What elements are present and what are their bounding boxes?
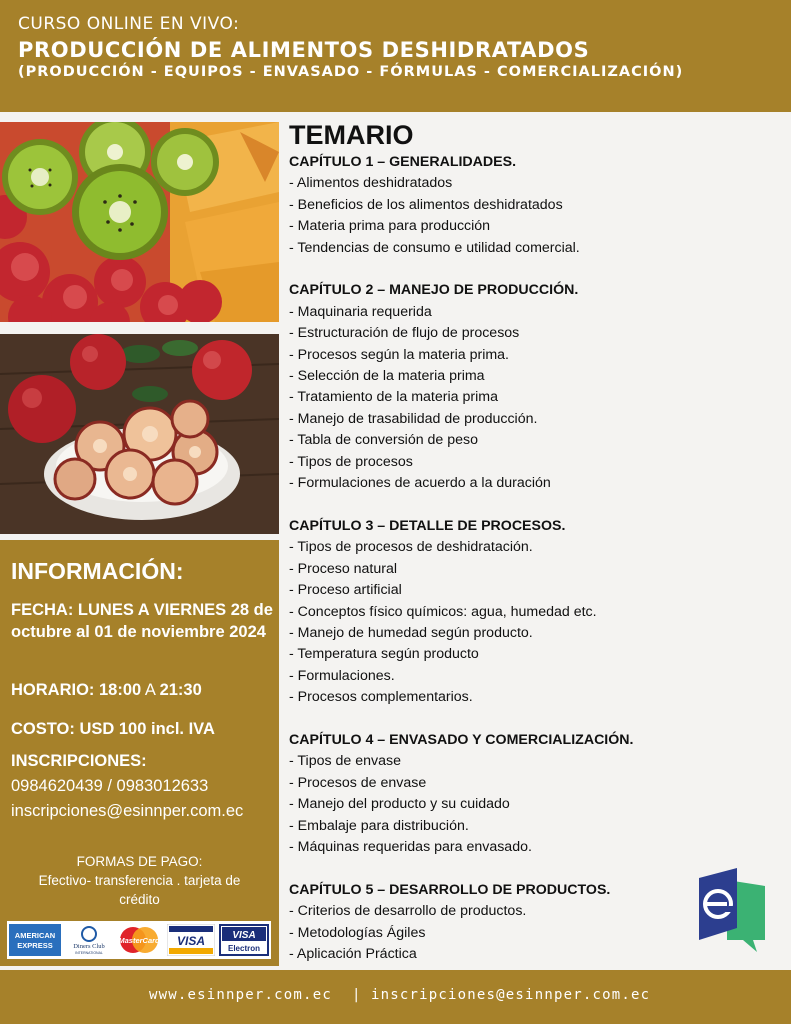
chapter-topic: - Beneficios de los alimentos deshidratados <box>289 196 563 213</box>
visa-electron-logo <box>219 924 269 956</box>
chapter-topic: - Tipos de envase <box>289 753 401 770</box>
chapter-topic: - Procesos según la materia prima. <box>289 346 509 363</box>
course-subtitle: (PRODUCCIÓN - EQUIPOS - ENVASADO - FÓRMULAS - COMERCIALIZACIÓN) <box>18 64 684 80</box>
footer-bar <box>0 970 791 1024</box>
payment-detail: Efectivo- transferencia . tarjeta de crédito <box>38 873 241 907</box>
chapter-spacer <box>289 494 784 515</box>
chapter-topic: - Tipos de procesos <box>289 453 413 470</box>
registration-email[interactable]: inscripciones@esinnper.com.ec <box>11 802 244 820</box>
chapter-topic: - Proceso natural <box>289 560 398 577</box>
chapter-topic: - Tratamiento de la materia prima <box>289 389 498 406</box>
chapter-topic: - Materia prima para producción <box>289 218 491 235</box>
svg-text:Diners Club: Diners Club <box>73 943 105 950</box>
info-panel <box>0 540 279 966</box>
chapter-spacer <box>289 709 784 730</box>
chapter-topic: - Aplicación Práctica <box>289 945 417 962</box>
svg-text:Electron: Electron <box>227 944 261 953</box>
syllabus-title: TEMARIO <box>289 120 414 150</box>
course-dates: FECHA: LUNES A VIERNES 28 de octubre al 01 de noviembre 2024 <box>11 601 273 641</box>
chapter-topic: - Formulaciones. <box>289 667 395 684</box>
course-type: CURSO ONLINE EN VIVO: <box>18 14 240 34</box>
svg-text:VISA: VISA <box>232 930 256 941</box>
amex-logo <box>9 924 61 956</box>
chapter-topic: - Embalaje para distribución. <box>289 817 469 834</box>
chapter-spacer <box>289 259 784 280</box>
chapter-topic: - Conceptos físico químicos: agua, humedad etc. <box>289 603 597 620</box>
chapter-topic: - Procesos de envase <box>289 774 427 791</box>
svg-text:MasterCard: MasterCard <box>118 936 160 945</box>
registration-label: INSCRIPCIONES: <box>11 752 147 770</box>
chapter-topic: - Selección de la materia prima <box>289 368 485 385</box>
chapter-topic: - Tabla de conversión de peso <box>289 432 479 449</box>
chapter-topic: - Estructuración de flujo de procesos <box>289 325 520 342</box>
chapter-topic: - Alimentos deshidratados <box>289 175 453 192</box>
course-schedule <box>11 681 202 700</box>
chapter-topic: - Tendencias de consumo e utilidad comercial. <box>289 239 580 256</box>
info-title: INFORMACIÓN: <box>11 558 184 584</box>
chapter-topic: - Manejo de humedad según producto. <box>289 624 533 641</box>
chapter-title: CAPÍTULO 3 – DETALLE DE PROCESOS. <box>289 517 566 534</box>
svg-text:AMERICAN: AMERICAN <box>14 931 56 940</box>
chapter-title: CAPÍTULO 2 – MANEJO DE PRODUCCIÓN. <box>289 282 579 299</box>
svg-text:INTERNATIONAL: INTERNATIONAL <box>75 951 103 955</box>
footer-separator: | <box>352 987 362 1003</box>
chapter-title: CAPÍTULO 4 – ENVASADO Y COMERCIALIZACIÓN. <box>289 731 634 748</box>
course-title: PRODUCCIÓN DE ALIMENTOS DESHIDRATADOS <box>18 38 590 62</box>
payment-title: FORMAS DE PAGO: <box>76 854 203 869</box>
footer-website[interactable]: www.esinnper.com.ec <box>149 987 332 1003</box>
header-banner <box>0 0 791 112</box>
chapter-topic: - Criterios de desarrollo de productos. <box>289 903 527 920</box>
schedule-start: HORARIO: 18:00 <box>11 681 142 699</box>
registration-phones[interactable]: 0984620439 / 0983012633 <box>11 777 209 795</box>
chapter-topic: - Maquinaria requerida <box>289 303 432 320</box>
footer-email[interactable]: inscripciones@esinnper.com.ec <box>371 987 651 1003</box>
esinnper-logo-icon <box>697 866 767 956</box>
payment-methods <box>0 852 279 909</box>
schedule-end: 21:30 <box>159 681 202 699</box>
chapter-title: CAPÍTULO 5 – DESARROLLO DE PRODUCTOS. <box>289 881 611 898</box>
syllabus <box>289 118 784 965</box>
chapter-topic: - Manejo del producto y su cuidado <box>289 796 510 813</box>
visa-logo <box>167 924 215 956</box>
apple-chips-photo <box>0 334 279 534</box>
chapter-topic: - Máquinas requeridas para envasado. <box>289 838 532 855</box>
chapter-topic: - Formulaciones de acuerdo a la duración <box>289 475 551 492</box>
chapter-list <box>289 152 784 965</box>
mastercard-logo <box>115 924 163 956</box>
course-cost: COSTO: USD 100 incl. IVA <box>11 720 215 738</box>
chapter-topic: - Tipos de procesos de deshidratación. <box>289 539 533 556</box>
chapter-topic: - Temperatura según producto <box>289 646 479 663</box>
dried-fruit-photo <box>0 122 279 322</box>
chapter-topic: - Proceso artificial <box>289 582 402 599</box>
svg-text:VISA: VISA <box>176 934 206 948</box>
diners-logo <box>65 924 113 956</box>
chapter-topic: - Manejo de trasabilidad de producción. <box>289 410 538 427</box>
svg-text:EXPRESS: EXPRESS <box>17 941 53 950</box>
schedule-separator: A <box>141 681 160 699</box>
chapter-title: CAPÍTULO 1 – GENERALIDADES. <box>289 154 517 170</box>
chapter-topic: - Metodologías Ágiles <box>289 924 426 941</box>
card-logos <box>7 921 271 959</box>
chapter-topic: - Procesos complementarios. <box>289 689 473 706</box>
